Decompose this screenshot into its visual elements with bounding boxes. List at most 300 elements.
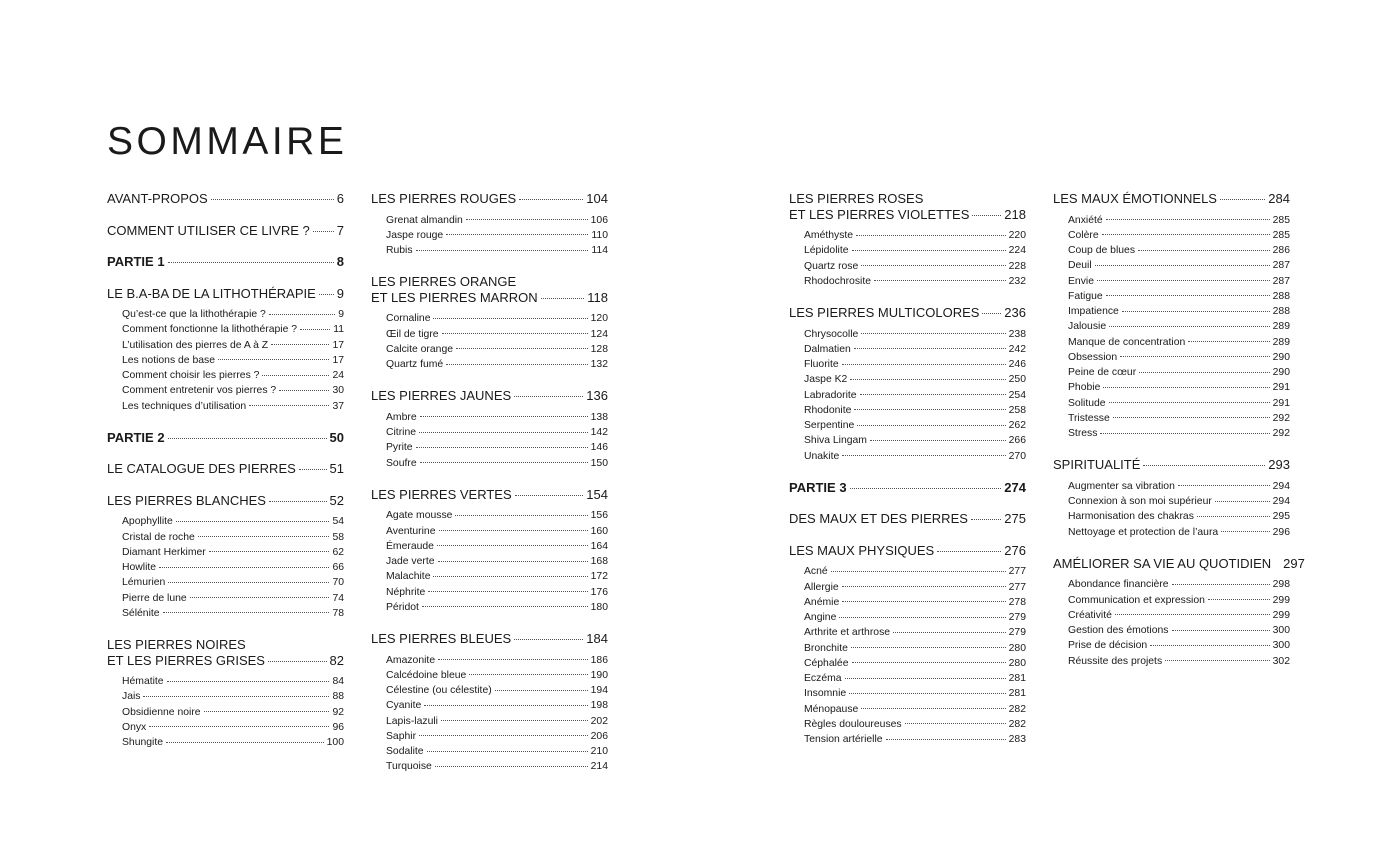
dot-leader [435,766,588,767]
dot-leader [1165,660,1270,661]
toc-column-4 [1053,191,1305,669]
toc-item[interactable] [371,714,608,729]
toc-item[interactable] [789,274,1026,289]
dot-leader [269,314,335,315]
page-number: 198 [590,700,608,712]
dot-leader [437,545,588,546]
toc-item[interactable] [789,388,1026,403]
page-number: 236 [1004,305,1026,320]
dot-leader [299,469,327,470]
dot-leader [268,661,327,662]
toc-item[interactable] [371,327,608,342]
page-number: 293 [1268,457,1290,473]
toc-item[interactable] [107,689,344,704]
item-label: Célestine (ou célestite) [386,685,492,696]
page-number: 128 [590,343,608,355]
item-label: Cyanite [386,700,422,712]
item-label: Nettoyage et protection de l’aura [1068,526,1219,538]
item-label: Lémurien [122,577,166,589]
page-number: 37 [332,400,344,412]
page-number: 242 [1008,343,1026,355]
toc-section-heading[interactable] [107,653,344,669]
toc-item[interactable] [1053,494,1290,509]
toc-item[interactable] [789,732,1026,747]
item-label: Comment choisir les pierres ? [122,370,260,381]
dot-leader [1143,465,1265,466]
toc-item[interactable] [371,456,608,471]
page-number: 17 [332,354,344,366]
dot-leader [262,375,329,376]
dot-leader [176,521,330,522]
page-number: 132 [590,359,608,370]
toc-item[interactable] [1053,304,1290,319]
dot-leader [515,495,584,496]
dot-leader [845,678,1006,679]
toc-item[interactable] [371,653,608,668]
toc-item[interactable] [107,705,344,720]
dot-leader [495,690,588,691]
toc-item[interactable] [1053,396,1290,411]
section-label: PARTIE 2 [107,429,165,445]
page-number: 9 [336,285,344,301]
page-number: 228 [1008,260,1026,272]
item-label: Fluorite [804,359,839,370]
dot-leader [319,294,334,295]
toc-item[interactable] [789,671,1026,686]
toc-item[interactable] [1053,258,1290,273]
page-number: 164 [590,540,608,552]
item-label: Rhodonite [804,404,852,416]
toc-item[interactable] [789,564,1026,579]
page-number: 266 [1008,435,1026,447]
toc-section [371,191,608,258]
toc-item[interactable] [371,729,608,744]
dot-leader [168,438,327,439]
dot-leader [419,432,588,433]
toc-item[interactable] [789,595,1026,610]
dot-leader [249,405,329,406]
dot-leader [442,333,588,334]
dot-leader [1197,516,1270,517]
item-label: Créativité [1068,609,1112,621]
toc-section [107,637,344,750]
page-number: 287 [1272,260,1290,272]
page-number: 295 [1272,511,1290,523]
toc-item[interactable] [107,735,344,750]
toc-item[interactable] [1053,411,1290,426]
section-label: LE CATALOGUE DES PIERRES [107,461,296,477]
toc-section-heading[interactable] [107,191,344,207]
item-label: Ambre [386,411,417,423]
toc-item[interactable] [1053,509,1290,524]
page-number: 190 [590,669,608,681]
page-number: 118 [587,289,608,305]
toc-item[interactable] [371,342,608,357]
dot-leader [424,705,587,706]
page-number: 277 [1008,581,1026,593]
toc-item[interactable] [1053,577,1290,592]
toc-section-title-line: LES PIERRES NOIRES [107,637,246,652]
dot-leader [982,313,1001,314]
toc-item[interactable] [107,591,344,606]
page-number: 300 [1272,625,1290,636]
toc-item[interactable] [789,580,1026,595]
dot-leader [279,390,329,391]
toc-item[interactable] [371,683,608,698]
item-label: Sodalite [386,746,424,757]
dot-leader [269,501,327,502]
toc-item[interactable] [1053,593,1290,608]
item-label: Obsidienne noire [122,706,201,718]
dot-leader [439,530,588,531]
page-number: 186 [590,654,608,666]
toc-item[interactable] [1053,274,1290,289]
page-number: 78 [332,607,344,619]
toc-item[interactable] [371,698,608,713]
toc-section [789,480,1026,496]
page-number: 290 [1272,351,1290,363]
item-label: Harmonisation des chakras [1068,511,1194,523]
page-number: 218 [1004,206,1026,222]
toc-item[interactable] [789,656,1026,671]
dot-leader [850,488,1002,489]
page-number: 289 [1272,336,1290,348]
toc-section-heading[interactable] [789,511,1026,527]
dot-leader [850,379,1005,380]
toc-item[interactable] [1053,608,1290,623]
toc-item[interactable] [371,311,608,326]
dot-leader [514,639,583,640]
toc-item[interactable] [789,403,1026,418]
item-label: Jaspe rouge [386,229,444,241]
item-label: Dalmatien [804,343,851,355]
toc-item[interactable] [1053,213,1290,228]
toc-item[interactable] [107,322,344,337]
toc-item[interactable] [1053,319,1290,334]
toc-item[interactable] [789,243,1026,258]
page-number: 232 [1008,275,1026,287]
item-label: Calcite orange [386,343,454,355]
item-label: Comment fonctionne la lithothérapie ? [122,324,298,336]
toc-item[interactable] [789,641,1026,656]
dot-leader [854,409,1005,410]
toc-section-heading[interactable] [789,543,1026,559]
toc-item[interactable] [107,720,344,735]
page-number: 110 [591,229,608,241]
toc-section-title-line: LES PIERRES ORANGE [371,274,517,290]
item-label: Communication et expression [1068,594,1205,606]
item-label: Chrysocolle [804,328,859,340]
toc-item[interactable] [371,524,608,539]
item-label: Jalousie [1068,321,1107,333]
page-number: 281 [1008,673,1026,684]
item-label: Augmenter sa vibration [1068,480,1175,492]
page-number: 66 [332,562,344,573]
toc-item[interactable] [107,399,344,414]
item-label: Prise de décision [1068,640,1148,652]
page-number: 290 [1272,367,1290,378]
item-label: Manque de concentration [1068,336,1186,348]
toc-item[interactable] [789,702,1026,717]
page-number: 288 [1272,306,1290,317]
toc-item[interactable] [371,554,608,569]
item-label: Labradorite [804,389,857,401]
page-number: 262 [1008,420,1026,431]
dot-leader [416,250,589,251]
toc-section [1053,191,1290,441]
toc-item[interactable] [371,357,608,372]
toc-item[interactable] [371,569,608,584]
toc-item[interactable] [1053,623,1290,638]
page-number: 220 [1008,230,1026,241]
toc-item[interactable] [789,449,1026,464]
page-number: 74 [332,592,344,604]
toc-item[interactable] [1053,426,1290,441]
toc-item[interactable] [789,357,1026,372]
item-label: Abondance financière [1068,579,1169,591]
toc-item[interactable] [107,514,344,529]
toc-item[interactable] [1053,350,1290,365]
toc-item[interactable] [789,342,1026,357]
item-label: Malachite [386,571,431,583]
toc-section-heading[interactable] [789,207,1026,223]
toc-item[interactable] [107,307,344,322]
page-number: 106 [590,214,608,226]
item-label: Jais [122,691,141,703]
toc-section [107,461,344,477]
item-label: Phobie [1068,382,1101,394]
item-label: Deuil [1068,260,1092,272]
dot-leader [1097,280,1270,281]
dot-leader [166,742,324,743]
toc-item[interactable] [107,575,344,590]
toc-item[interactable] [789,327,1026,342]
toc-item[interactable] [1053,243,1290,258]
toc-section-heading[interactable] [107,461,344,477]
section-label: LE B.A-BA DE LA LITHOTHÉRAPIE [107,285,316,301]
dot-leader [842,586,1006,587]
page-number: 276 [1004,542,1026,558]
dot-leader [300,329,330,330]
section-label: PARTIE 1 [107,254,165,269]
section-label: LES PIERRES VERTES [371,486,512,502]
toc-item[interactable] [107,560,344,575]
item-label: Connexion à son moi supérieur [1068,496,1212,507]
toc-section [371,631,608,775]
item-label: Colère [1068,229,1099,241]
page-number: 8 [336,254,344,269]
page-number: 54 [332,516,344,528]
page-number: 50 [329,429,344,445]
page-number: 180 [590,601,608,613]
page-number: 299 [1272,594,1290,606]
dot-leader [514,396,583,397]
toc-item[interactable] [371,539,608,554]
item-label: Comment entretenir vos pierres ? [122,385,277,397]
page-number: 274 [1004,479,1026,495]
page-number: 283 [1008,734,1026,745]
page-number: 120 [590,313,608,325]
dot-leader [446,364,587,365]
toc-section-heading[interactable] [1053,191,1290,207]
toc-item[interactable] [371,744,608,759]
toc-item[interactable] [371,243,608,258]
dot-leader [198,536,330,537]
dot-leader [1139,372,1270,373]
toc-section [789,305,1026,464]
toc-item[interactable] [371,228,608,243]
toc-item[interactable] [1053,289,1290,304]
dot-leader [163,612,330,613]
item-label: Quartz rose [804,260,859,272]
item-label: Ménopause [804,703,859,715]
toc-item[interactable] [107,338,344,353]
section-label: COMMENT UTILISER CE LIVRE ? [107,222,310,238]
item-label: Saphir [386,730,417,742]
toc-section-heading[interactable] [789,305,1026,321]
toc-section-heading[interactable] [371,290,608,306]
item-label: Rhodochrosite [804,275,872,287]
toc-item[interactable] [789,686,1026,701]
toc-item[interactable] [1053,380,1290,395]
toc-item[interactable] [371,585,608,600]
item-label: Qu’est-ce que la lithothérapie ? [122,309,266,320]
dot-leader [1109,402,1270,403]
toc-item[interactable] [107,353,344,368]
toc-item[interactable] [107,368,344,383]
dot-leader [893,632,1006,633]
toc-item[interactable] [789,259,1026,274]
dot-leader [1178,485,1270,486]
toc-section [107,286,344,414]
item-label: Sélénite [122,607,160,619]
toc-item[interactable] [107,674,344,689]
toc-item[interactable] [371,425,608,440]
page-number: 224 [1008,245,1026,257]
item-label: Anémie [804,596,840,608]
dot-leader [469,674,587,675]
toc-item[interactable] [1053,228,1290,243]
toc-item[interactable] [789,418,1026,433]
section-label: AMÉLIORER SA VIE AU QUOTIDIEN [1053,555,1272,571]
item-label: Turquoise [386,761,432,773]
toc-item[interactable] [789,717,1026,732]
toc-section-heading[interactable] [371,388,608,404]
dot-leader [1113,417,1270,418]
page-number: 206 [590,730,608,742]
toc-section-title-line: LES PIERRES ROSES [789,191,924,206]
page-number: 288 [1272,290,1290,302]
dot-leader [204,711,330,712]
section-label: LES PIERRES BLANCHES [107,492,266,508]
toc-item[interactable] [371,410,608,425]
page-number: 284 [1268,191,1290,206]
page-number: 286 [1272,245,1290,256]
item-label: Tension artérielle [804,734,883,745]
item-label: Stress [1068,428,1098,439]
toc-section [789,543,1026,748]
page-number: 298 [1272,579,1290,591]
item-label: Peine de cœur [1068,367,1137,378]
page-number: 246 [1008,359,1026,370]
toc-section-heading[interactable] [1053,555,1305,572]
toc-item[interactable] [1053,479,1290,494]
dot-leader [851,647,1006,648]
toc-item[interactable] [789,610,1026,625]
toc-item[interactable] [371,508,608,523]
toc-item[interactable] [371,600,608,615]
item-label: Grenat almandin [386,214,463,226]
toc-item[interactable] [789,625,1026,640]
toc-item[interactable] [107,545,344,560]
toc-item[interactable] [1053,335,1290,350]
item-label: Allergie [804,581,839,593]
page-number: 291 [1272,382,1290,394]
toc-item[interactable] [371,213,608,228]
toc-item[interactable] [1053,525,1290,540]
item-label: Acné [804,566,828,578]
toc-part-heading[interactable] [107,254,344,270]
toc-item[interactable] [371,759,608,774]
toc-item[interactable] [1053,365,1290,380]
item-label: Œil de tigre [386,328,439,340]
toc-section-heading[interactable] [107,493,344,509]
toc-item[interactable] [1053,654,1290,669]
page-number: 17 [332,339,344,351]
toc-section [107,223,344,239]
toc-item[interactable] [371,668,608,683]
toc-item[interactable] [107,606,344,621]
toc-item[interactable] [789,372,1026,387]
page-number: 210 [590,746,608,757]
dot-leader [1150,645,1270,646]
toc-part-heading[interactable] [789,480,1026,496]
dot-leader [1103,387,1269,388]
toc-section-heading[interactable] [371,487,608,503]
toc-item[interactable] [789,228,1026,243]
toc-part-heading[interactable] [107,430,344,446]
toc-item[interactable] [107,383,344,398]
toc-section [371,487,608,615]
toc-item[interactable] [789,433,1026,448]
page-number: 84 [332,676,344,687]
item-label: Fatigue [1068,290,1103,302]
toc-section-heading[interactable] [107,223,344,239]
dot-leader [1109,326,1270,327]
toc-item[interactable] [1053,638,1290,653]
dot-leader [857,425,1005,426]
toc-section-heading[interactable] [1053,457,1290,473]
page-number: 291 [1272,397,1290,409]
item-label: Règles douloureuses [804,718,902,730]
dot-leader [1138,250,1270,251]
page-number: 154 [586,486,608,502]
page-number: 92 [332,706,344,718]
toc-item[interactable] [371,440,608,455]
toc-section-heading[interactable] [371,191,608,207]
dot-leader [861,708,1005,709]
dot-leader [842,455,1005,456]
page-number: 146 [590,442,608,454]
toc-section-heading[interactable] [107,286,344,302]
toc-section [107,430,344,446]
page-number: 279 [1008,612,1026,623]
page-number: 6 [336,191,344,206]
toc-section-heading[interactable] [371,631,608,647]
page-number: 287 [1272,275,1290,287]
dot-leader [433,318,587,319]
toc-item[interactable] [107,530,344,545]
